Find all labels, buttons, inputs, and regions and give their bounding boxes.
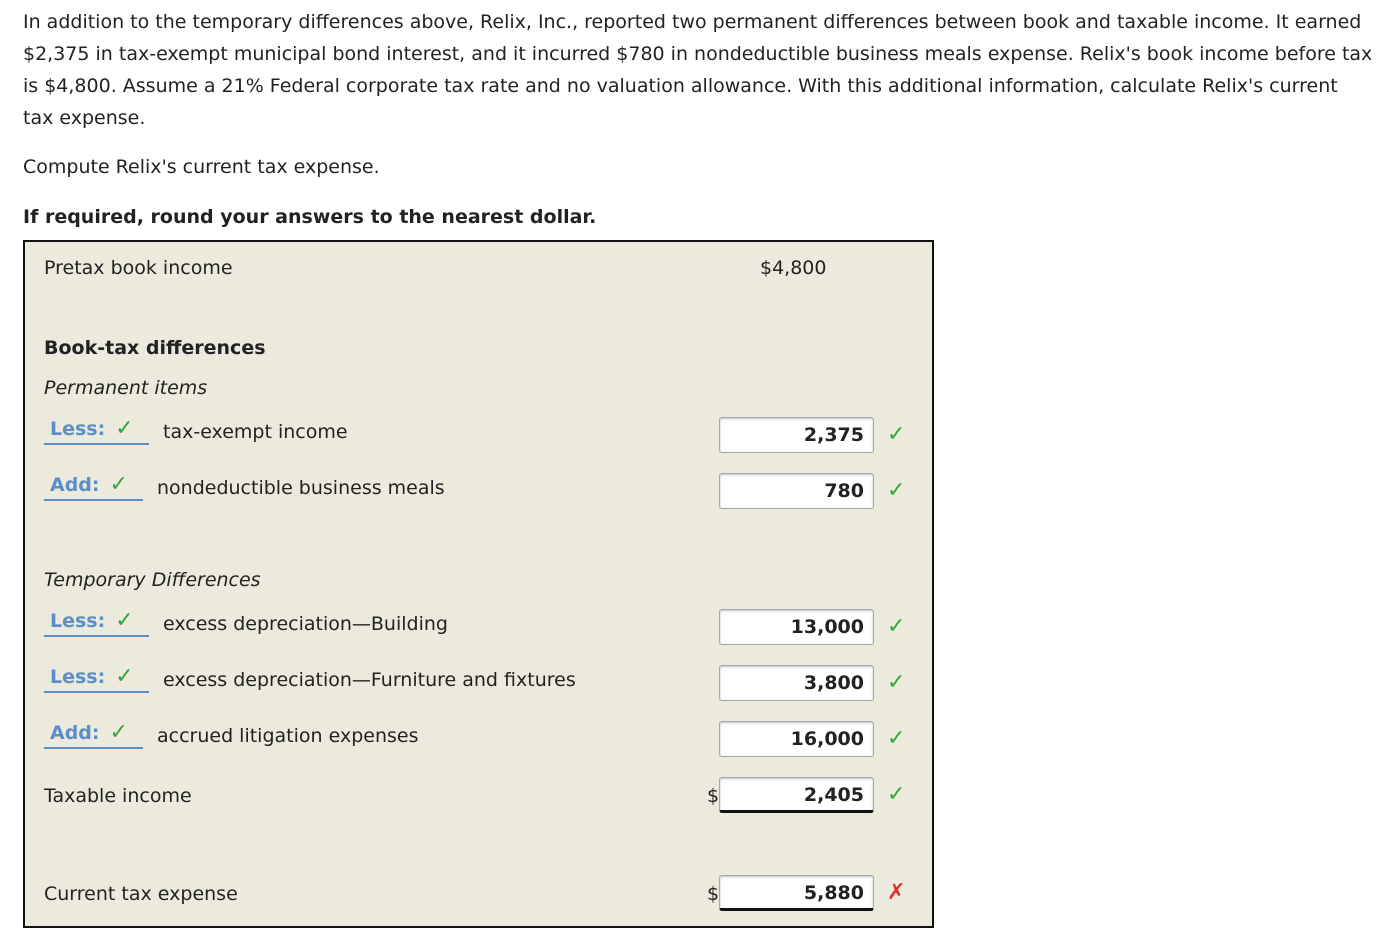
operator-dropdown-tax-exempt[interactable]: [44, 415, 149, 445]
check-icon: ✓: [887, 614, 906, 639]
operator-label: Add:: [50, 474, 100, 496]
permanent-heading: Permanent items: [44, 377, 208, 399]
check-icon: ✓: [887, 670, 906, 695]
currency-symbol: $: [707, 883, 720, 905]
check-icon: ✓: [887, 782, 906, 807]
current-tax-input[interactable]: 5,880: [719, 875, 874, 911]
operator-label: Less:: [50, 418, 106, 440]
temporary-heading: Temporary Differences: [44, 569, 261, 591]
operator-dropdown-building[interactable]: [44, 607, 149, 637]
building-depreciation-input[interactable]: 13,000: [719, 609, 874, 645]
row-description: excess depreciation—Furniture and fixtures: [163, 669, 576, 691]
row-description: nondeductible business meals: [157, 477, 445, 499]
check-icon: ✓: [887, 478, 906, 503]
operator-label: Add:: [50, 722, 100, 744]
check-icon: ✓: [115, 664, 134, 689]
litigation-input[interactable]: 16,000: [719, 721, 874, 757]
check-icon: ✓: [115, 608, 134, 633]
tax-exempt-input[interactable]: 2,375: [719, 417, 874, 453]
check-icon: ✓: [109, 472, 128, 497]
operator-dropdown-meals[interactable]: [44, 471, 143, 501]
check-icon: ✓: [887, 422, 906, 447]
current-tax-label: Current tax expense: [44, 883, 238, 905]
row-description: excess depreciation—Building: [163, 613, 448, 635]
row-description: accrued litigation expenses: [157, 725, 419, 747]
book-tax-heading: Book-tax differences: [44, 337, 266, 359]
check-icon: ✓: [109, 720, 128, 745]
check-icon: ✓: [115, 416, 134, 441]
operator-dropdown-litigation[interactable]: [44, 719, 143, 749]
instruction-text: Compute Relix's current tax expense.: [23, 156, 380, 178]
pretax-label: Pretax book income: [44, 257, 233, 279]
rounding-note: If required, round your answers to the nearest dollar.: [23, 206, 597, 228]
operator-label: Less:: [50, 610, 106, 632]
tax-worksheet: [23, 240, 934, 928]
check-icon: ✓: [887, 726, 906, 751]
taxable-income-label: Taxable income: [44, 785, 192, 807]
meals-input[interactable]: 780: [719, 473, 874, 509]
operator-dropdown-furniture[interactable]: [44, 663, 149, 693]
question-text: In addition to the temporary differences above, Relix, Inc., reported two permanent differences between book and taxable income. It earned $2,375 in tax-exempt municipal bond interest, and it incurred $780 in nondeductible business meals expense. Relix's book income before tax is $4,800. Assume a 21% Federal corporate tax rate and no valuation allowance. With this additional information, calculate Relix's current tax expense.: [23, 11, 1373, 129]
row-description: tax-exempt income: [163, 421, 348, 443]
pretax-value: $4,800: [760, 257, 827, 279]
furniture-depreciation-input[interactable]: 3,800: [719, 665, 874, 701]
taxable-income-input[interactable]: 2,405: [719, 777, 874, 813]
cross-icon: ✗: [887, 880, 906, 905]
currency-symbol: $: [707, 785, 720, 807]
operator-label: Less:: [50, 666, 106, 688]
